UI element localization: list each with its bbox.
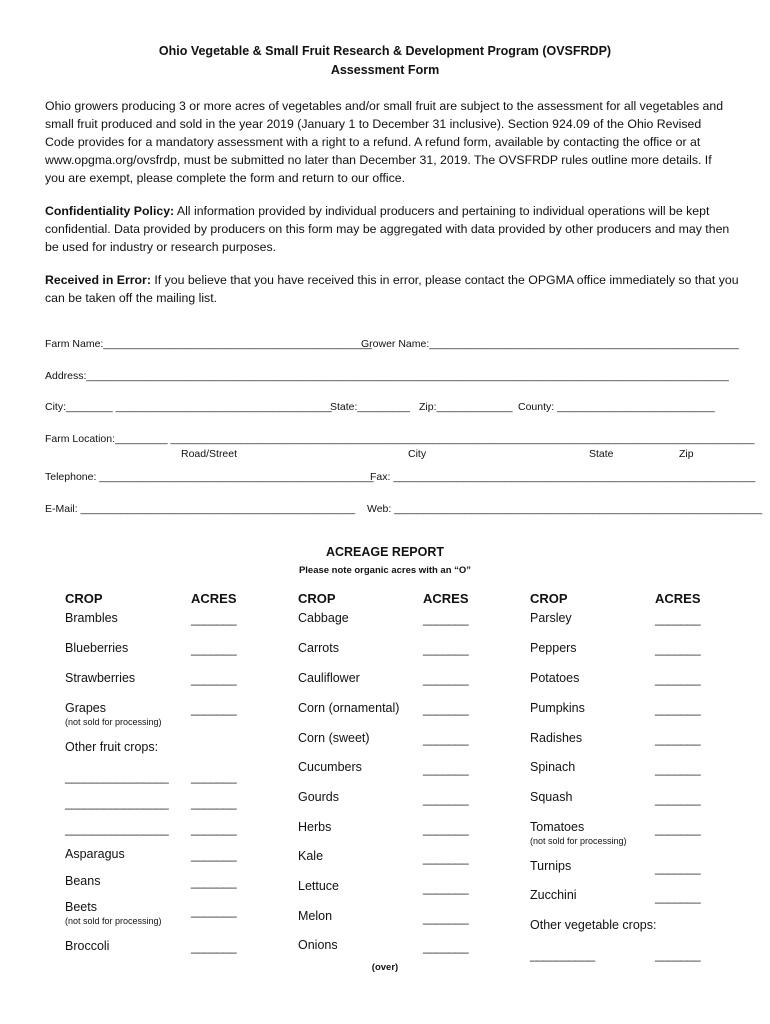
web-field[interactable]: Web: _______________________________________________________________ xyxy=(367,503,763,515)
confidentiality-text: confidential. Data provided by producers on this form may be aggregated with data provided by other producers and may then xyxy=(45,222,730,236)
acres-header: ACRES xyxy=(423,591,469,606)
acres-corn-ornamental-input[interactable]: _______ xyxy=(423,702,469,716)
crop-broccoli: Broccoli xyxy=(65,939,110,953)
crop-kale: Kale xyxy=(298,849,324,863)
location-state-caption: State xyxy=(589,448,614,460)
confidentiality-text: All information provided by individual producers and pertaining to individual operations will be kept xyxy=(174,204,710,218)
crop-cauliflower: Cauliflower xyxy=(298,671,360,685)
crop-corn-sweet: Corn (sweet) xyxy=(298,731,370,745)
location-city-caption: City xyxy=(408,448,427,460)
grower-name-field[interactable]: Grower Name:_____________________________________________________ xyxy=(361,338,739,350)
received-in-error xyxy=(45,271,750,307)
other-vegetable-name-input[interactable]: __________ xyxy=(530,948,595,962)
crop-herbs: Herbs xyxy=(298,820,332,834)
address-field[interactable]: Address:______________________________________________________________________________________________________________ xyxy=(45,370,729,382)
location-road-caption: Road/Street xyxy=(181,448,238,460)
crop-melon: Melon xyxy=(298,909,333,923)
acres-cauliflower-input[interactable]: _______ xyxy=(423,672,469,686)
other-fruit-acres-input[interactable]: _______ xyxy=(191,822,237,836)
form-subtitle: Assessment Form xyxy=(330,63,440,77)
crop-asparagus: Asparagus xyxy=(65,847,125,861)
crop-grapes: Grapes xyxy=(65,701,106,715)
acres-pumpkins-input[interactable]: _______ xyxy=(655,702,701,716)
acres-asparagus-input[interactable]: _______ xyxy=(191,848,237,862)
over-indicator: (over) xyxy=(371,962,399,973)
acres-header: ACRES xyxy=(191,591,237,606)
acreage-title: ACREAGE REPORT xyxy=(325,545,445,559)
other-fruit-name-input[interactable]: ________________ xyxy=(65,796,169,810)
city-field[interactable]: City:________ _____________________________________ xyxy=(45,401,332,413)
state-field[interactable]: State:_________ xyxy=(330,401,410,413)
acreage-note: Please note organic acres with an “O” xyxy=(298,565,472,576)
intro-line: Code provides for a mandatory assessment with a right to a refund. A refund form, available by contacting the office or at xyxy=(45,135,701,149)
crop-lettuce: Lettuce xyxy=(298,879,340,893)
intro-line: Ohio growers producing 3 or more acres of vegetables and/or small fruit are subject to the assessment for all vegetables and xyxy=(45,99,724,113)
zip-field[interactable]: Zip:_____________ xyxy=(419,401,513,413)
acres-kale-input[interactable]: _______ xyxy=(423,851,469,865)
other-fruit-acres-input[interactable]: _______ xyxy=(191,770,237,784)
crop-header: CROP xyxy=(65,591,103,606)
acres-gourds-input[interactable]: _______ xyxy=(423,792,469,806)
error-label: Received in Error: xyxy=(45,273,151,287)
confidentiality-text: be used for industry or research purposes. xyxy=(45,240,277,254)
acres-cabbage-input[interactable]: _______ xyxy=(423,612,469,626)
acres-melon-input[interactable]: _______ xyxy=(423,911,469,925)
crop-cabbage: Cabbage xyxy=(298,611,349,625)
acres-cucumbers-input[interactable]: _______ xyxy=(423,762,469,776)
crop-tomatoes: Tomatoes xyxy=(530,820,585,834)
acres-grapes-input[interactable]: _______ xyxy=(191,702,237,716)
crop-pumpkins: Pumpkins xyxy=(530,701,585,715)
crop-beans: Beans xyxy=(65,874,101,888)
fax-field[interactable]: Fax: ______________________________________________________________ xyxy=(370,471,756,483)
acres-broccoli-input[interactable]: _______ xyxy=(191,940,237,954)
acres-peppers-input[interactable]: _______ xyxy=(655,642,701,656)
crop-cucumbers: Cucumbers xyxy=(298,760,362,774)
error-text: can be taken off the mailing list. xyxy=(45,291,218,305)
other-fruit-acres-input[interactable]: _______ xyxy=(191,796,237,810)
crop-header: CROP xyxy=(530,591,568,606)
crop-beets: Beets xyxy=(65,900,97,914)
crop-zucchini: Zucchini xyxy=(530,888,577,902)
county-field[interactable]: County: ___________________________ xyxy=(518,401,715,413)
other-fruit-name-input[interactable]: ________________ xyxy=(65,822,169,836)
crop-potatoes: Potatoes xyxy=(530,671,580,685)
acres-corn-sweet-input[interactable]: _______ xyxy=(423,732,469,746)
error-text: If you believe that you have received this in error, please contact the OPGMA office immediately so that you xyxy=(150,273,739,287)
crop-spinach: Spinach xyxy=(530,760,576,774)
acres-tomatoes-input[interactable]: _______ xyxy=(655,822,701,836)
intro-line: you are exempt, please complete the form and return to our office. xyxy=(45,171,405,185)
acres-lettuce-input[interactable]: _______ xyxy=(423,881,469,895)
acres-squash-input[interactable]: _______ xyxy=(655,792,701,806)
acres-beans-input[interactable]: _______ xyxy=(191,875,237,889)
acres-zucchini-input[interactable]: _______ xyxy=(655,890,701,904)
other-vegetable-acres-input[interactable]: _______ xyxy=(655,948,701,962)
crop-squash: Squash xyxy=(530,790,573,804)
grapes-note: (not sold for processing) xyxy=(65,717,162,727)
email-field[interactable]: E-Mail: _______________________________________________ xyxy=(45,503,356,515)
crop-header: CROP xyxy=(298,591,336,606)
intro-line: www.opgma.org/ovsfrdp, must be submitted no later than December 31, 2019. The OVSFRDP rules outline more details. If xyxy=(45,153,712,167)
crop-parsley: Parsley xyxy=(530,611,572,625)
crop-other-vegetable: Other vegetable crops: xyxy=(530,918,657,932)
crop-brambles: Brambles xyxy=(65,611,118,625)
acres-strawberries-input[interactable]: _______ xyxy=(191,672,237,686)
farm-location-field[interactable]: Farm Location:_________ ____________________________________________________________________________________________________ xyxy=(45,433,755,445)
crop-turnips: Turnips xyxy=(530,859,572,873)
farm-name-field[interactable]: Farm Name:______________________________________________ xyxy=(45,338,372,350)
other-fruit-name-input[interactable]: ________________ xyxy=(65,770,169,784)
acres-onions-input[interactable]: _______ xyxy=(423,940,469,954)
crop-peppers: Peppers xyxy=(530,641,577,655)
form-title: Ohio Vegetable & Small Fruit Research & Development Program (OVSFRDP) xyxy=(158,44,612,58)
confidentiality-label: Confidentiality Policy: xyxy=(45,204,175,218)
acres-beets-input[interactable]: _______ xyxy=(191,904,237,918)
crop-gourds: Gourds xyxy=(298,790,339,804)
crop-onions: Onions xyxy=(298,938,338,952)
acres-turnips-input[interactable]: _______ xyxy=(655,861,701,875)
crop-radishes: Radishes xyxy=(530,731,583,745)
acres-parsley-input[interactable]: _______ xyxy=(655,612,701,626)
acres-header: ACRES xyxy=(655,591,701,606)
intro-line: small fruit produced and sold in the year 2019 (January 1 to December 31 inclusive). Section 924.09 of the Ohio Revised xyxy=(45,117,702,131)
crop-other-fruit: Other fruit crops: xyxy=(65,740,159,754)
acres-potatoes-input[interactable]: _______ xyxy=(655,672,701,686)
location-zip-caption: Zip xyxy=(679,448,694,460)
confidentiality-policy xyxy=(45,202,750,256)
acres-herbs-input[interactable]: _______ xyxy=(423,822,469,836)
intro-paragraph xyxy=(45,97,750,187)
crop-strawberries: Strawberries xyxy=(65,671,136,685)
acres-blueberries-input[interactable]: _______ xyxy=(191,642,237,656)
acres-carrots-input[interactable]: _______ xyxy=(423,642,469,656)
acres-spinach-input[interactable]: _______ xyxy=(655,762,701,776)
telephone-field[interactable]: Telephone: _______________________________________________ xyxy=(45,471,374,483)
tomatoes-note: (not sold for processing) xyxy=(530,836,627,846)
acres-radishes-input[interactable]: _______ xyxy=(655,732,701,746)
crop-corn-ornamental: Corn (ornamental) xyxy=(298,701,400,715)
acres-brambles-input[interactable]: _______ xyxy=(191,612,237,626)
beets-note: (not sold for processing) xyxy=(65,916,162,926)
crop-blueberries: Blueberries xyxy=(65,641,129,655)
crop-carrots: Carrots xyxy=(298,641,339,655)
